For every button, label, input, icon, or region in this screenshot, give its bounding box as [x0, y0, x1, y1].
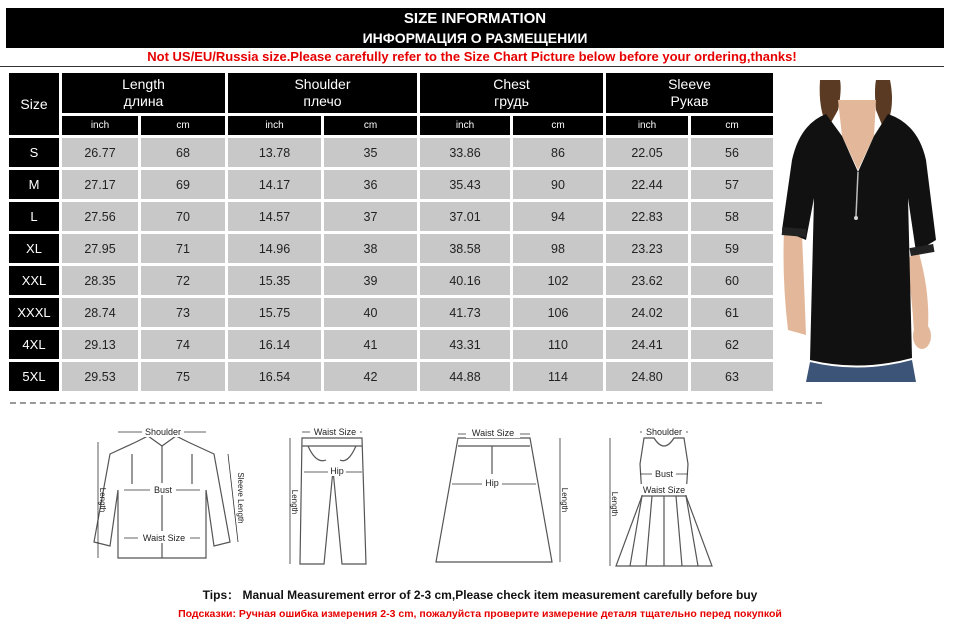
table-cell: 71: [141, 234, 225, 263]
length-header-ru: длина: [123, 93, 164, 109]
dress-measurement-diagram: [600, 424, 730, 574]
unit-inch: inch: [62, 116, 138, 135]
table-cell: 23.23: [606, 234, 688, 263]
table-cell: 24.02: [606, 298, 688, 327]
table-cell: 36: [324, 170, 417, 199]
table-cell: 38.58: [420, 234, 510, 263]
table-cell: 24.80: [606, 362, 688, 391]
table-cell: 63: [691, 362, 773, 391]
table-cell: 35.43: [420, 170, 510, 199]
table-cell: 22.05: [606, 138, 688, 167]
table-cell: 68: [141, 138, 225, 167]
table-cell: 72: [141, 266, 225, 295]
section-divider: [10, 402, 822, 404]
table-cell: 29.53: [62, 362, 138, 391]
chest-header-ru: грудь: [494, 93, 529, 109]
unit-cm: cm: [691, 116, 773, 135]
table-cell: 26.77: [62, 138, 138, 167]
shirt-sleeve-label: Sleeve Length: [236, 472, 245, 524]
table-cell: 75: [141, 362, 225, 391]
table-cell: 15.75: [228, 298, 321, 327]
table-cell: 60: [691, 266, 773, 295]
skirt-hip-label: Hip: [485, 478, 499, 488]
dress-waist-label: Waist Size: [642, 485, 686, 495]
table-cell: 22.83: [606, 202, 688, 231]
title-english: SIZE INFORMATION: [403, 10, 547, 27]
table-cell: 58: [691, 202, 773, 231]
tips-english: Tips： Manual Measurement error of 2-3 cm,Please check item measurement carefully before buy: [202, 588, 758, 602]
table-cell: 37: [324, 202, 417, 231]
table-cell: 59: [691, 234, 773, 263]
table-cell: 16.14: [228, 330, 321, 359]
dress-shoulder-label: Shoulder: [645, 427, 683, 437]
table-cell: 27.17: [62, 170, 138, 199]
length-header: [62, 73, 225, 113]
table-cell: 43.31: [420, 330, 510, 359]
table-cell: 24.41: [606, 330, 688, 359]
table-cell: 22.44: [606, 170, 688, 199]
size-label: 5XL: [9, 362, 59, 391]
table-cell: 57: [691, 170, 773, 199]
shoulder-header-en: Shoulder: [294, 76, 351, 92]
table-row: [9, 170, 773, 199]
sleeve-header-ru: Рукав: [670, 93, 709, 109]
size-label: S: [9, 138, 59, 167]
title-banner: [6, 8, 944, 48]
table-cell: 14.96: [228, 234, 321, 263]
pants-measurement-diagram: [276, 424, 376, 574]
chest-header: [420, 73, 603, 113]
table-row: [9, 202, 773, 231]
table-cell: 70: [141, 202, 225, 231]
shirt-shoulder-label: Shoulder: [144, 427, 182, 437]
shoulder-header: [228, 73, 417, 113]
skirt-waist-label: Waist Size: [471, 428, 515, 438]
length-header-en: Length: [122, 76, 165, 92]
divider-line: [0, 66, 944, 67]
unit-cm: cm: [141, 116, 225, 135]
table-cell: 13.78: [228, 138, 321, 167]
size-notice: Not US/EU/Russia size.Please carefully refer to the Size Chart Picture below before your ordering,thanks!: [147, 49, 797, 64]
table-cell: 42: [324, 362, 417, 391]
table-cell: 27.95: [62, 234, 138, 263]
shirt-bust-label: Bust: [153, 485, 173, 495]
size-label: 4XL: [9, 330, 59, 359]
table-cell: 110: [513, 330, 603, 359]
pants-hip-label: Hip: [330, 466, 344, 476]
unit-cm: cm: [324, 116, 417, 135]
dress-bust-label: Bust: [654, 469, 674, 479]
table-cell: 73: [141, 298, 225, 327]
shoulder-header-ru: плечо: [303, 93, 342, 109]
table-cell: 106: [513, 298, 603, 327]
table-row: [9, 330, 773, 359]
table-cell: 94: [513, 202, 603, 231]
table-cell: 41: [324, 330, 417, 359]
unit-cm: cm: [513, 116, 603, 135]
table-cell: 98: [513, 234, 603, 263]
table-cell: 16.54: [228, 362, 321, 391]
size-label: XXL: [9, 266, 59, 295]
tips-russian: Подсказки: Ручная ошибка измерения 2-3 cm, пожалуйста проверите измерение деталя тщательно перед покупкой: [178, 608, 782, 620]
shirt-waist-label: Waist Size: [142, 533, 186, 543]
unit-inch: inch: [420, 116, 510, 135]
size-label: XXXL: [9, 298, 59, 327]
table-cell: 40.16: [420, 266, 510, 295]
table-cell: 28.74: [62, 298, 138, 327]
table-cell: 44.88: [420, 362, 510, 391]
table-cell: 40: [324, 298, 417, 327]
size-chart-table: [6, 70, 776, 394]
table-cell: 38: [324, 234, 417, 263]
sleeve-header: [606, 73, 773, 113]
table-row: [9, 138, 773, 167]
table-row: [9, 362, 773, 391]
table-cell: 41.73: [420, 298, 510, 327]
table-cell: 39: [324, 266, 417, 295]
table-cell: 62: [691, 330, 773, 359]
product-photo: [780, 80, 940, 382]
title-russian: ИНФОРМАЦИЯ О РАЗМЕЩЕНИИ: [362, 30, 588, 46]
sleeve-header-en: Sleeve: [668, 76, 711, 92]
skirt-measurement-diagram: [424, 424, 574, 574]
table-cell: 15.35: [228, 266, 321, 295]
table-cell: 86: [513, 138, 603, 167]
size-label: XL: [9, 234, 59, 263]
dress-length-label: Length: [610, 491, 619, 517]
table-cell: 56: [691, 138, 773, 167]
skirt-length-label: Length: [560, 487, 569, 513]
table-cell: 29.13: [62, 330, 138, 359]
table-row: [9, 298, 773, 327]
table-cell: 69: [141, 170, 225, 199]
table-row: [9, 266, 773, 295]
pants-length-label: Length: [290, 489, 299, 515]
table-row: [9, 234, 773, 263]
table-cell: 28.35: [62, 266, 138, 295]
table-cell: 14.57: [228, 202, 321, 231]
shirt-measurement-diagram: [88, 424, 258, 574]
size-label: L: [9, 202, 59, 231]
table-cell: 33.86: [420, 138, 510, 167]
unit-inch: inch: [606, 116, 688, 135]
table-cell: 37.01: [420, 202, 510, 231]
size-column-header: Size: [9, 73, 59, 135]
table-cell: 114: [513, 362, 603, 391]
pants-waist-label: Waist Size: [313, 427, 357, 437]
table-cell: 35: [324, 138, 417, 167]
table-cell: 74: [141, 330, 225, 359]
table-cell: 14.17: [228, 170, 321, 199]
table-cell: 27.56: [62, 202, 138, 231]
table-cell: 23.62: [606, 266, 688, 295]
table-cell: 102: [513, 266, 603, 295]
unit-inch: inch: [228, 116, 321, 135]
table-cell: 61: [691, 298, 773, 327]
size-label: M: [9, 170, 59, 199]
shirt-length-label: Length: [98, 487, 107, 513]
table-cell: 90: [513, 170, 603, 199]
chest-header-en: Chest: [493, 76, 530, 92]
